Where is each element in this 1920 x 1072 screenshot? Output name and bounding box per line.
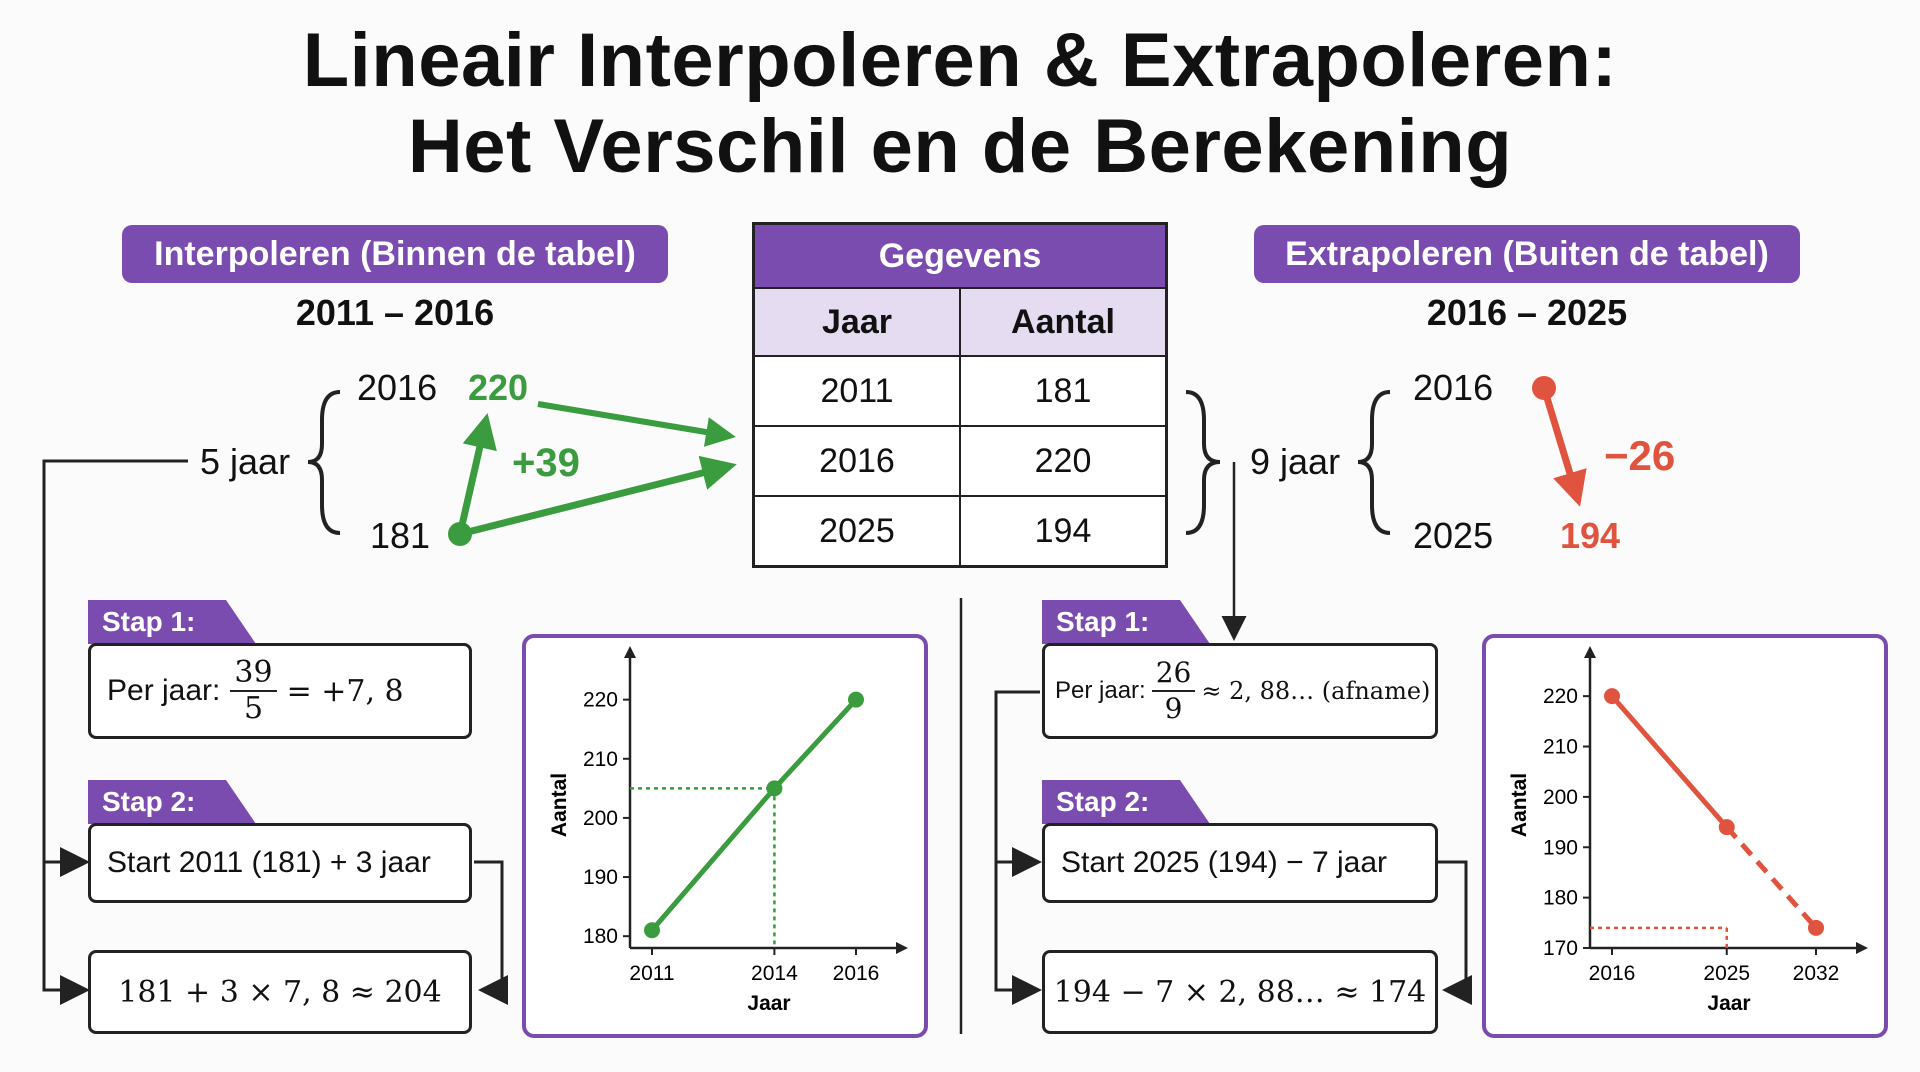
series-segment — [774, 700, 856, 789]
interp-formula: 181 + 3 × 7, 8 ≈ 204 — [118, 974, 442, 1010]
extrap-step2-box — [1042, 823, 1438, 903]
extrap-step1-result: ≈ 2, 88… (afname) — [1201, 677, 1431, 705]
interp-header: Interpoleren (Binnen de tabel) — [122, 225, 668, 283]
extrap-range: 2016 – 2025 — [1426, 292, 1628, 333]
table-cell: 194 — [960, 496, 1167, 567]
y-tick-label: 190 — [582, 866, 618, 890]
interp-step2-box — [88, 823, 472, 903]
y-tick-label: 210 — [582, 747, 618, 771]
fraction-denominator: 9 — [1164, 692, 1183, 725]
data-point — [766, 780, 782, 796]
fraction-numerator: 26 — [1152, 656, 1196, 692]
x-tick-label: 2016 — [1588, 962, 1636, 985]
column-header-aantal: Aantal — [960, 288, 1167, 356]
table-header: Gegevens — [754, 224, 1167, 289]
y-tick-label: 170 — [1542, 937, 1578, 960]
y-axis-label: Aantal — [548, 772, 571, 838]
table-cell: 181 — [960, 356, 1167, 426]
x-axis-label: Jaar — [747, 992, 791, 1015]
x-tick-label: 2014 — [751, 962, 798, 985]
interp-top-value: 220 — [468, 367, 529, 408]
extrap-header: Extrapoleren (Buiten de tabel) — [1254, 225, 1800, 283]
interp-bottom-value: 181 — [370, 515, 431, 556]
title-line-2: Het Verschil en de Berekening — [407, 104, 1513, 189]
extrap-top-year: 2016 — [1413, 367, 1494, 408]
extrap-chart-frame — [1482, 634, 1888, 1038]
extrap-formula: 194 − 7 × 2, 88… ≈ 174 — [1053, 974, 1427, 1010]
x-tick-label: 2016 — [832, 962, 880, 985]
interp-rise-arrow — [460, 420, 486, 534]
table-brace — [1186, 392, 1220, 533]
interp-to-table-arrow-2 — [460, 466, 730, 534]
y-axis-label: Aantal — [1508, 772, 1531, 838]
interp-step1-tab: Stap 1: — [88, 600, 226, 644]
x-tick-label: 2025 — [1703, 962, 1751, 985]
y-axis-arrow — [624, 646, 636, 658]
extrap-step1-tab: Stap 1: — [1042, 600, 1180, 644]
x-tick-label: 2032 — [1792, 962, 1840, 985]
fraction-denominator: 5 — [243, 691, 264, 726]
table-cell: 2011 — [754, 356, 961, 426]
interp-top-year: 2016 — [357, 367, 438, 408]
interp-span-label: 5 jaar — [200, 441, 291, 482]
interp-step1-fraction — [230, 656, 276, 726]
series-segment — [1612, 696, 1727, 827]
series-segment — [1727, 827, 1816, 928]
y-tick-label: 220 — [582, 688, 618, 712]
interp-step1-result: = +7, 8 — [286, 673, 404, 709]
extrap-fall-arrow — [1544, 388, 1578, 500]
y-tick-label: 210 — [1542, 735, 1578, 759]
interp-to-table-arrow-1 — [538, 404, 730, 436]
extrap-step1-box — [1042, 643, 1438, 739]
extrap-brace — [1358, 392, 1390, 533]
interp-range: 2011 – 2016 — [295, 292, 495, 333]
interp-brace — [308, 392, 340, 533]
extrap-chart — [1486, 638, 1884, 1034]
extrap-step2-text: Start 2025 (194) − 7 jaar — [1061, 846, 1388, 879]
extrap-span-label: 9 jaar — [1250, 441, 1341, 482]
y-tick-label: 180 — [582, 925, 618, 949]
y-tick-label: 180 — [1542, 886, 1578, 910]
extrap-formula-box — [1042, 950, 1438, 1034]
data-point — [1604, 688, 1620, 704]
extrap-diff: −26 — [1604, 432, 1676, 479]
y-axis-arrow — [1584, 646, 1596, 658]
x-axis-arrow — [896, 942, 908, 954]
extrap-step2-tab: Stap 2: — [1042, 780, 1180, 824]
y-tick-label: 190 — [1542, 836, 1578, 860]
x-axis-arrow — [1856, 942, 1868, 954]
interp-diff: +39 — [512, 441, 580, 485]
x-tick-label: 2011 — [629, 962, 675, 985]
x-axis-label: Jaar — [1707, 992, 1751, 1015]
y-tick-label: 220 — [1542, 685, 1578, 709]
extrap-step1-prefix: Per jaar: — [1055, 677, 1146, 704]
fraction-numerator: 39 — [230, 656, 276, 692]
interp-step1-box — [88, 643, 472, 739]
table-cell: 2016 — [754, 426, 961, 496]
column-header-jaar: Jaar — [754, 288, 961, 356]
interp-chart — [526, 638, 924, 1034]
extrap-bottom-value: 194 — [1560, 515, 1621, 556]
series-segment — [652, 788, 774, 930]
data-point — [644, 922, 660, 938]
interp-formula-box — [88, 950, 472, 1034]
title-line-1: Lineair Interpoleren & Extrapoleren: — [302, 18, 1618, 103]
interp-step2-tab: Stap 2: — [88, 780, 226, 824]
y-tick-label: 200 — [1542, 785, 1578, 809]
interp-step2-text: Start 2011 (181) + 3 jaar — [107, 846, 431, 879]
data-point — [1719, 819, 1735, 835]
interp-chart-frame — [522, 634, 928, 1038]
data-point — [848, 692, 864, 708]
table-cell: 2025 — [754, 496, 961, 567]
extrap-bottom-year: 2025 — [1413, 515, 1494, 556]
interp-step1-prefix: Per jaar: — [107, 674, 221, 707]
data-point — [1808, 920, 1824, 936]
extrap-step1-fraction — [1152, 656, 1196, 726]
table-cell: 220 — [960, 426, 1167, 496]
y-tick-label: 200 — [582, 806, 618, 830]
